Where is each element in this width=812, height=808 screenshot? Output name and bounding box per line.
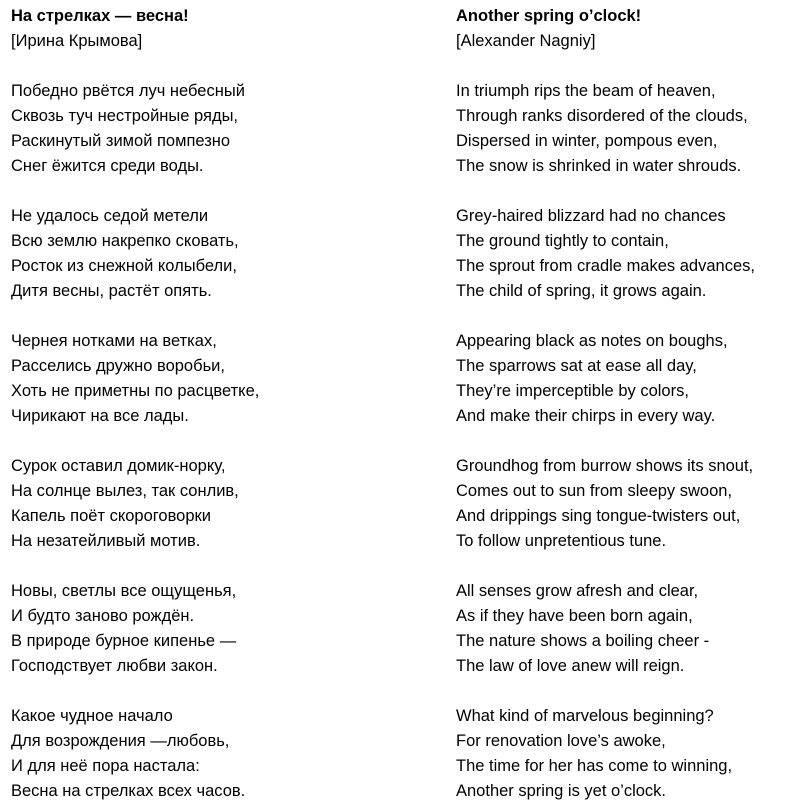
stanza-gap	[456, 429, 808, 454]
stanza-gap	[456, 179, 808, 204]
poem-line: As if they have been born again,	[456, 607, 693, 625]
poem-line: Дитя весны, растёт опять.	[11, 282, 212, 300]
poem-line: The nature shows a boiling cheer -	[456, 632, 710, 650]
poem-line: To follow unpretentious tune.	[456, 532, 667, 550]
stanza-gap	[11, 429, 431, 454]
poem-line: Groundhog from burrow shows its snout,	[456, 457, 754, 475]
poem-line: Comes out to sun from sleepy swoon,	[456, 482, 733, 500]
stanza-gap	[11, 679, 431, 704]
poem-line: The sprout from cradle makes advances,	[456, 257, 755, 275]
poem-line: The law of love anew will reign.	[456, 657, 685, 675]
poem-line: На солнце вылез, так сонлив,	[11, 482, 239, 500]
poem-line: Расселись дружно воробьи,	[11, 357, 225, 375]
poem-line: Не удалось седой метели	[11, 207, 209, 225]
poem-line: What kind of marvelous beginning?	[456, 707, 714, 725]
poem-line: And drippings sing tongue-twisters out,	[456, 507, 741, 525]
poem-line: Another spring is yet o’clock.	[456, 782, 667, 800]
stanza-gap	[11, 554, 431, 579]
poem-line: The sparrows sat at ease all day,	[456, 357, 697, 375]
stanza-gap	[11, 179, 431, 204]
poem-line: The time for her has come to winning,	[456, 757, 733, 775]
stanza-gap	[11, 54, 431, 79]
poem-line: The child of spring, it grows again.	[456, 282, 707, 300]
poem-line: All senses grow afresh and clear,	[456, 582, 699, 600]
poem-line: В природе бурное кипенье —	[11, 632, 237, 650]
poem-line: Снег ёжится среди воды.	[11, 157, 204, 175]
stanza-gap	[456, 679, 808, 704]
stanza-gap	[456, 304, 808, 329]
poem-line: Какое чудное начало	[11, 707, 173, 725]
poem-line: Grey-haired blizzard had no chances	[456, 207, 726, 225]
poem-line: Dispersed in winter, pompous even,	[456, 132, 718, 150]
poem-line: Раскинутый зимой помпезно	[11, 132, 231, 150]
poem-line: For renovation love’s awoke,	[456, 732, 666, 750]
poem-title: На стрелках — весна!	[11, 7, 189, 25]
poem-line: Капель поёт скороговорки	[11, 507, 211, 525]
poem-line: И будто заново рождён.	[11, 607, 195, 625]
poem-line: Хоть не приметны по расцветке,	[11, 382, 260, 400]
poem-line: И для неё пора настала:	[11, 757, 200, 775]
poem-line: Новы, светлы все ощущенья,	[11, 582, 237, 600]
poem-line: Чирикают на все лады.	[11, 407, 189, 425]
poem-line: The ground tightly to contain,	[456, 232, 669, 250]
poem-author: [Ирина Крымова]	[11, 32, 143, 50]
stanza-gap	[11, 304, 431, 329]
poem-line: In triumph rips the beam of heaven,	[456, 82, 716, 100]
poem-line: Сурок оставил домик-норку,	[11, 457, 226, 475]
poem-line: They’re imperceptible by colors,	[456, 382, 689, 400]
poem-line: Господствует любви закон.	[11, 657, 218, 675]
poem-line: And make their chirps in every way.	[456, 407, 716, 425]
poem-line: Для возрождения —любовь,	[11, 732, 230, 750]
poem-line: Чернея нотками на ветках,	[11, 332, 217, 350]
poem-line: Всю землю накрепко сковать,	[11, 232, 239, 250]
poem-author: [Alexander Nagniy]	[456, 32, 596, 50]
poem-line: The snow is shrinked in water shrouds.	[456, 157, 742, 175]
poem-title: Another spring o’clock!	[456, 7, 642, 25]
poem-english	[456, 4, 808, 804]
poem-line: Сквозь туч нестройные ряды,	[11, 107, 239, 125]
poem-line: Appearing black as notes on boughs,	[456, 332, 728, 350]
poem-line: Победно рвётся луч небесный	[11, 82, 245, 100]
poem-russian	[11, 4, 431, 804]
stanza-gap	[456, 554, 808, 579]
poem-line: На незатейливый мотив.	[11, 532, 201, 550]
poem-line: Through ranks disordered of the clouds,	[456, 107, 748, 125]
poem-line: Весна на стрелках всех часов.	[11, 782, 246, 800]
stanza-gap	[456, 54, 808, 79]
poem-line: Росток из снежной колыбели,	[11, 257, 237, 275]
